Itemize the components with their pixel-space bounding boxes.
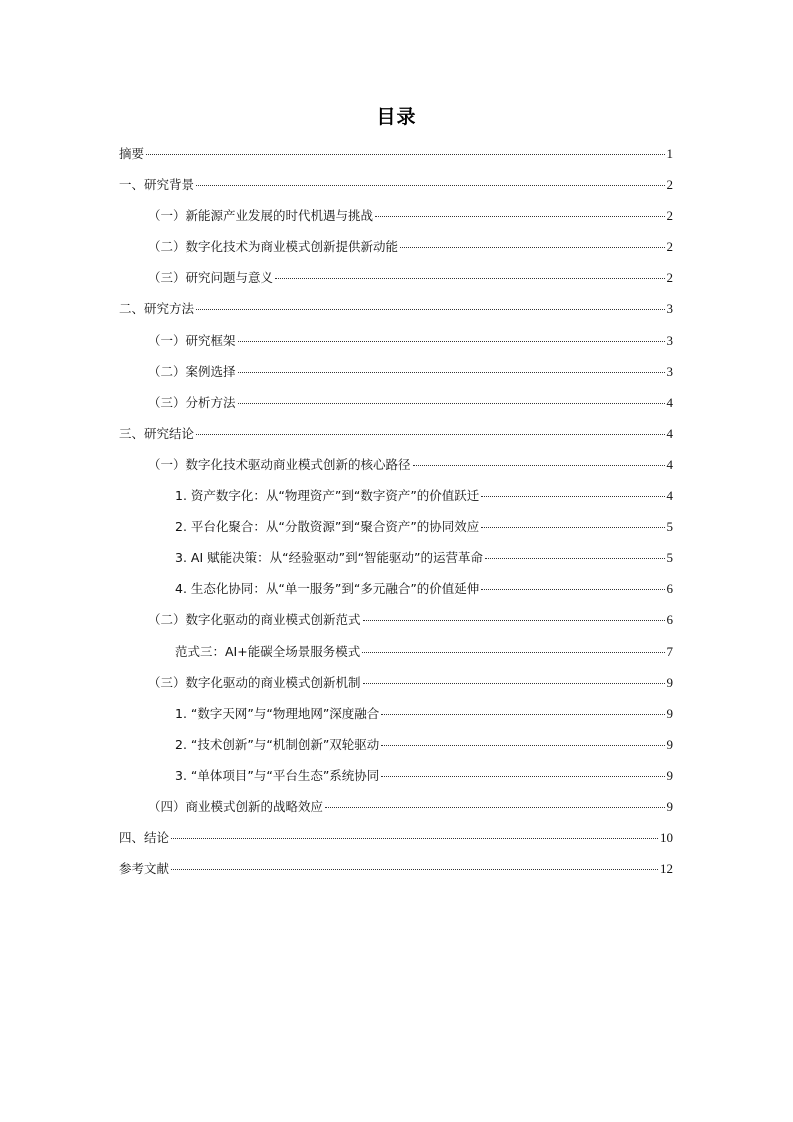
toc-entry-page: 3 <box>666 301 673 317</box>
toc-entry-label: （一）新能源产业发展的时代机遇与挑战 <box>148 208 374 224</box>
dot-leader <box>362 652 664 653</box>
dot-leader <box>481 589 664 590</box>
toc-entry-section-1-2[interactable] <box>119 236 673 267</box>
toc-entry-label: 1. 资产数字化：从“物理资产”到“数字资产”的价值跃迁 <box>175 488 480 504</box>
toc-entry-section-3-1-3[interactable] <box>119 547 673 578</box>
toc-entry-label: （二）数字化驱动的商业模式创新范式 <box>148 612 361 628</box>
toc-entry-page: 1 <box>666 146 673 161</box>
toc-entry-label: （三）数字化驱动的商业模式创新机制 <box>148 674 361 690</box>
toc-entry-section-3-4[interactable] <box>119 796 673 827</box>
toc-entry-label: 摘要 <box>119 146 145 161</box>
toc-entry-label: 三、研究结论 <box>119 425 195 441</box>
toc-entry-page: 3 <box>666 363 673 379</box>
toc-entry-label: （二）数字化技术为商业模式创新提供新动能 <box>148 239 399 255</box>
dot-leader <box>481 496 664 497</box>
toc-entry-label: 一、研究背景 <box>119 177 195 193</box>
table-of-contents <box>119 143 673 889</box>
dot-leader <box>363 620 665 621</box>
toc-entry-page: 9 <box>666 705 673 721</box>
toc-entry-page: 2 <box>666 270 673 286</box>
toc-entry-page: 10 <box>660 830 673 846</box>
toc-title: 目录 <box>376 106 417 128</box>
toc-entry-page: 2 <box>666 239 673 255</box>
dot-leader <box>400 247 664 248</box>
dot-leader <box>196 434 664 435</box>
dot-leader <box>481 527 664 528</box>
dot-leader <box>381 776 664 777</box>
toc-entry-page: 7 <box>666 643 673 659</box>
toc-entry-section-2[interactable] <box>119 298 673 329</box>
toc-entry-page: 12 <box>660 861 673 877</box>
toc-entry-page: 5 <box>666 550 673 566</box>
toc-entry-label: 范式三：AI+能碳全场景服务模式 <box>175 643 361 659</box>
toc-entry-page: 9 <box>666 798 673 814</box>
toc-entry-label: 参考文献 <box>119 861 170 877</box>
toc-entry-section-4[interactable] <box>119 827 673 858</box>
toc-entry-label: （四）商业模式创新的战略效应 <box>148 798 324 814</box>
toc-entry-section-2-1[interactable] <box>119 330 673 361</box>
toc-entry-label: 2. “技术创新”与“机制创新”双轮驱动 <box>175 736 380 752</box>
toc-entry-label: 3. AI 赋能决策：从“经验驱动”到“智能驱动”的运营革命 <box>175 550 484 566</box>
toc-entry-section-3-3[interactable] <box>119 672 673 703</box>
dot-leader <box>196 309 664 310</box>
toc-entry-page: 4 <box>666 488 673 504</box>
dot-leader <box>146 154 664 155</box>
toc-entry-section-3-2[interactable] <box>119 609 673 640</box>
toc-entry-page: 6 <box>666 581 673 597</box>
dot-leader <box>381 745 664 746</box>
toc-entry-page: 2 <box>666 208 673 224</box>
toc-entry-page: 4 <box>666 456 673 472</box>
dot-leader <box>275 278 664 279</box>
toc-entry-section-3-3-1[interactable] <box>119 703 673 734</box>
toc-entry-section-3-3-2[interactable] <box>119 734 673 765</box>
toc-entry-section-1[interactable] <box>119 174 673 205</box>
dot-leader <box>196 185 664 186</box>
toc-entry-section-3-1-1[interactable] <box>119 485 673 516</box>
toc-entry-section-3-1[interactable] <box>119 454 673 485</box>
toc-entry-page: 3 <box>666 332 673 348</box>
dot-leader <box>363 683 665 684</box>
toc-entry-label: （二）案例选择 <box>148 363 236 379</box>
dot-leader <box>485 558 664 559</box>
toc-entry-page: 4 <box>666 425 673 441</box>
toc-entry-section-2-2[interactable] <box>119 361 673 392</box>
toc-entry-label: 4. 生态化协同：从“单一服务”到“多元融合”的价值延伸 <box>175 581 480 597</box>
toc-entry-label: （一）研究框架 <box>148 332 236 348</box>
toc-entry-section-3[interactable] <box>119 423 673 454</box>
toc-entry-label: （一）数字化技术驱动商业模式创新的核心路径 <box>148 456 411 472</box>
dot-leader <box>171 838 658 839</box>
dot-leader <box>238 372 665 373</box>
dot-leader <box>375 216 664 217</box>
toc-entry-references[interactable] <box>119 858 673 889</box>
toc-entry-page: 9 <box>666 767 673 783</box>
toc-entry-label: 四、结论 <box>119 830 170 846</box>
toc-entry-abstract[interactable] <box>119 143 673 174</box>
toc-entry-page: 5 <box>666 519 673 535</box>
toc-entry-section-2-3[interactable] <box>119 392 673 423</box>
toc-entry-section-3-1-2[interactable] <box>119 516 673 547</box>
toc-entry-label: 1. “数字天网”与“物理地网”深度融合 <box>175 705 380 721</box>
toc-entry-page: 9 <box>666 674 673 690</box>
toc-entry-label: （三）分析方法 <box>148 394 236 410</box>
toc-entry-page: 4 <box>666 394 673 410</box>
dot-leader <box>413 465 665 466</box>
toc-entry-section-1-1[interactable] <box>119 205 673 236</box>
toc-entry-page: 2 <box>666 177 673 193</box>
dot-leader <box>238 403 665 404</box>
toc-entry-section-3-1-4[interactable] <box>119 578 673 609</box>
toc-entry-label: 2. 平台化聚合：从“分散资源”到“聚合资产”的协同效应 <box>175 519 480 535</box>
dot-leader <box>171 869 658 870</box>
dot-leader <box>381 714 664 715</box>
toc-entry-section-1-3[interactable] <box>119 267 673 298</box>
dot-leader <box>325 807 664 808</box>
toc-entry-page: 6 <box>666 612 673 628</box>
toc-entry-section-3-2-paradigm-3[interactable] <box>119 641 673 672</box>
toc-entry-label: 二、研究方法 <box>119 301 195 317</box>
toc-entry-label: 3. “单体项目”与“平台生态”系统协同 <box>175 767 380 783</box>
toc-entry-label: （三）研究问题与意义 <box>148 270 274 286</box>
dot-leader <box>238 341 665 342</box>
toc-entry-section-3-3-3[interactable] <box>119 765 673 796</box>
toc-entry-page: 9 <box>666 736 673 752</box>
